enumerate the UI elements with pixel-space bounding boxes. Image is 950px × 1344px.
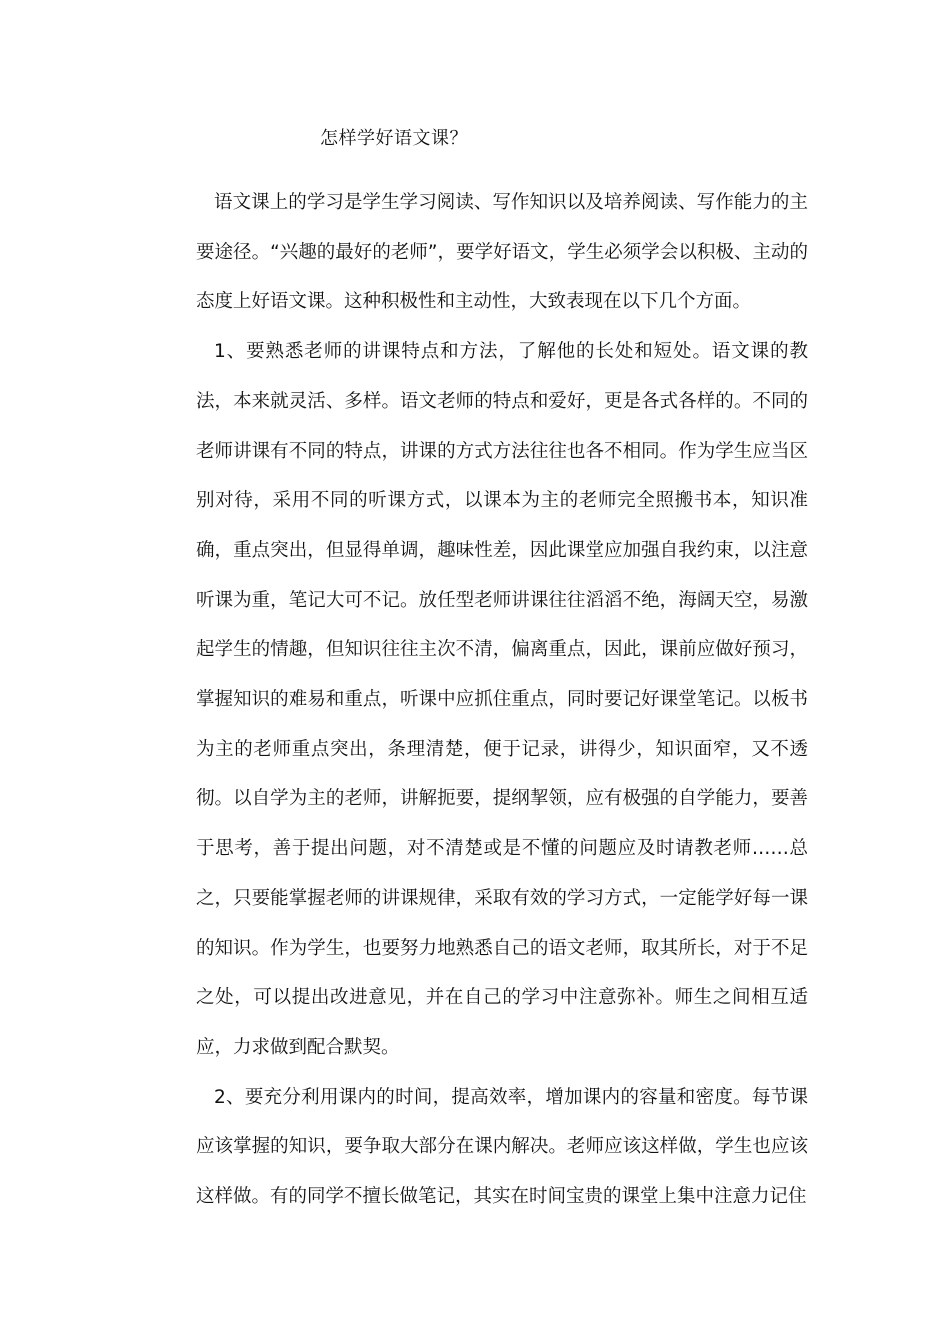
document-body: [196, 178, 808, 1222]
document-title: 怎样学好语文课？: [320, 128, 468, 149]
paragraph-intro: 语文课上的学习是学生学习阅读、写作知识以及培养阅读、写作能力的主要途径。“兴趣的最好的老师”，要学好语文，学生必须学会以积极、主动的态度上好语文课。这种积极性和主动性，大致表现在以下几个方面。: [196, 192, 808, 313]
paragraph-point-2: 2、要充分利用课内的时间，提高效率，增加课内的容量和密度。每节课应该掌握的知识，要争取大部分在课内解决。老师应该这样做，学生也应该这样做。有的同学不擅长做笔记，其实在时间宝贵的课堂上集中注意力记住: [196, 1086, 808, 1208]
paragraph-point-1: 1、要熟悉老师的讲课特点和方法，了解他的长处和短处。语文课的教法，本来就灵活、多样。语文老师的特点和爱好，更是各式各样的。不同的老师讲课有不同的特点，讲课的方式方法往往也各不相同。作为学生应当区别对待，采用不同的听课方式，以课本为主的老师完全照搬书本，知识准确，重点突出，但显得单调，趣味性差，因此课堂应加强自我约束，以注意听课为重，笔记大可不记。放任型老师讲课往往滔滔不绝，海阔天空，易激起学生的情趣，但知识往往主次不清，偏离重点，因此，课前应做好预习，掌握知识的难易和重点，听课中应抓住重点，同时要记好课堂笔记。以板书为主的老师重点突出，条理清楚，便于记录，讲得少，知识面窄，又不透彻。以自学为主的老师，讲解扼要，提纲挈领，应有极强的自学能力，要善于思考，善于提出问题，对不清楚或是不懂的问题应及时请教老师……总之，只要能掌握老师的讲课规律，采取有效的学习方式，一定能学好每一课的知识。作为学生，也要努力地熟悉自己的语文老师，取其所长，对于不足之处，可以提出改进意见，并在自己的学习中注意弥补。师生之间相互适应，力求做到配合默契。: [196, 341, 808, 1058]
